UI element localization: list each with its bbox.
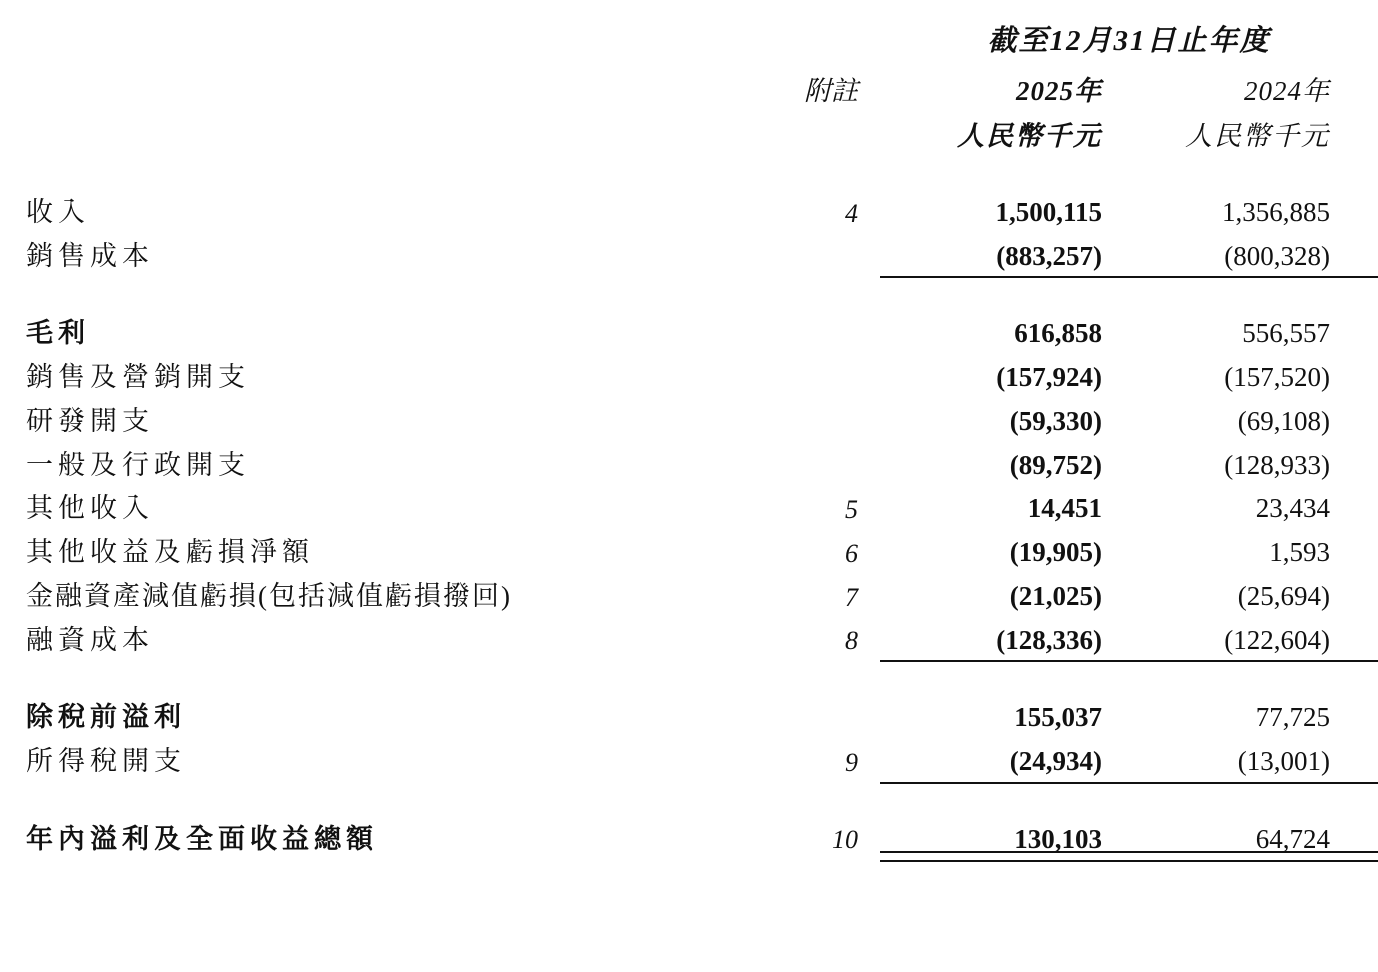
- period-title: 截至12月31日止年度: [987, 25, 1271, 57]
- row-value-2025: 14,451: [1027, 493, 1102, 524]
- row-value-2025: 616,858: [1014, 318, 1102, 349]
- row-value-2024: (122,604): [1130, 619, 1378, 663]
- spacer-row-2: [0, 278, 1378, 312]
- row-note: [770, 312, 880, 356]
- note-column-header: 附註: [804, 76, 858, 106]
- table-row: [0, 740, 1378, 784]
- row-label: 其他收益及虧損淨額: [26, 537, 314, 568]
- row-label: 研發開支: [26, 405, 154, 436]
- row-value-2025: 1,500,115: [995, 197, 1102, 227]
- spacer-row-1: [0, 157, 1378, 191]
- row-note: [770, 696, 880, 740]
- row-value-2024: 23,434: [1255, 493, 1331, 524]
- row-note: 10: [832, 825, 858, 855]
- year-current-header: 2025年: [1016, 76, 1102, 106]
- row-value-2025: 155,037: [1014, 702, 1102, 733]
- row-value-2025: (21,025): [1009, 580, 1102, 611]
- row-note: 9: [845, 747, 858, 777]
- row-value-2025: (128,336): [880, 619, 1130, 663]
- table-row: [0, 444, 1378, 488]
- row-value-2024: (800,328): [1130, 235, 1378, 279]
- table-row: [0, 818, 1378, 862]
- table-row: [0, 531, 1378, 575]
- row-note: 7: [845, 582, 858, 612]
- unit-prior-header: 人民幣千元: [1185, 121, 1331, 151]
- row-label: 收入: [26, 197, 90, 227]
- table-row: [0, 312, 1378, 356]
- row-value-2024: 1,356,885: [1222, 197, 1331, 227]
- row-label: 銷售成本: [26, 240, 154, 271]
- table-header-year-row: [0, 69, 1378, 114]
- row-value-2024: (157,520): [1224, 362, 1331, 393]
- row-value-2025: (59,330): [1009, 405, 1102, 436]
- row-label: 融資成本: [26, 624, 154, 655]
- row-value-2024: 1,593: [1269, 537, 1331, 568]
- row-note: 5: [845, 495, 858, 525]
- table-row: [0, 619, 1378, 663]
- row-note: [770, 356, 880, 400]
- table-header-period-row: [0, 0, 1378, 69]
- table-row: [0, 400, 1378, 444]
- row-value-2025: (24,934): [880, 740, 1130, 784]
- row-note: [770, 400, 880, 444]
- row-value-2025: (89,752): [1009, 449, 1102, 480]
- row-label: 除稅前溢利: [26, 702, 186, 733]
- table-row: [0, 356, 1378, 400]
- row-note: 6: [845, 538, 858, 568]
- header-blank-cell-2: [0, 69, 770, 114]
- header-blank-cell-3: [0, 114, 770, 157]
- row-value-2024: (13,001): [1130, 740, 1378, 784]
- row-value-2025: 130,103: [880, 818, 1130, 862]
- unit-current-header: 人民幣千元: [957, 121, 1102, 151]
- header-blank-note-cell: [770, 0, 880, 69]
- row-label: 金融資產減值虧損(包括減值虧損撥回): [26, 580, 512, 611]
- row-label: 毛利: [26, 318, 90, 349]
- row-note: [770, 444, 880, 488]
- year-prior-header: 2024年: [1244, 76, 1331, 106]
- row-note: 8: [845, 626, 858, 656]
- row-value-2024: 64,724: [1130, 818, 1378, 862]
- row-value-2025: (157,924): [996, 362, 1102, 393]
- row-note: 4: [845, 198, 858, 228]
- table-row: [0, 191, 1378, 235]
- bottom-rule-pad: [0, 862, 1378, 870]
- table-row: [0, 487, 1378, 531]
- table-header-unit-row: [0, 114, 1378, 157]
- row-value-2024: 77,725: [1255, 702, 1331, 733]
- row-value-2025: (19,905): [1009, 537, 1102, 568]
- row-label: 年內溢利及全面收益總額: [26, 823, 378, 854]
- header-blank-note-cell-2: [770, 114, 880, 157]
- row-value-2025: (883,257): [880, 235, 1130, 279]
- table-row: [0, 235, 1378, 279]
- row-label: 其他收入: [26, 493, 154, 524]
- row-value-2024: (25,694): [1237, 580, 1331, 611]
- row-note: [770, 235, 880, 279]
- header-blank-cell: [0, 0, 770, 69]
- row-value-2024: (69,108): [1237, 405, 1331, 436]
- spacer-row-4: [0, 784, 1378, 818]
- table-row: [0, 696, 1378, 740]
- row-label: 一般及行政開支: [26, 449, 250, 480]
- row-value-2024: (128,933): [1224, 449, 1331, 480]
- row-value-2024: 556,557: [1242, 318, 1331, 349]
- row-label: 所得稅開支: [26, 746, 186, 777]
- table-row: [0, 575, 1378, 619]
- spacer-row-3: [0, 662, 1378, 696]
- row-label: 銷售及營銷開支: [26, 362, 250, 393]
